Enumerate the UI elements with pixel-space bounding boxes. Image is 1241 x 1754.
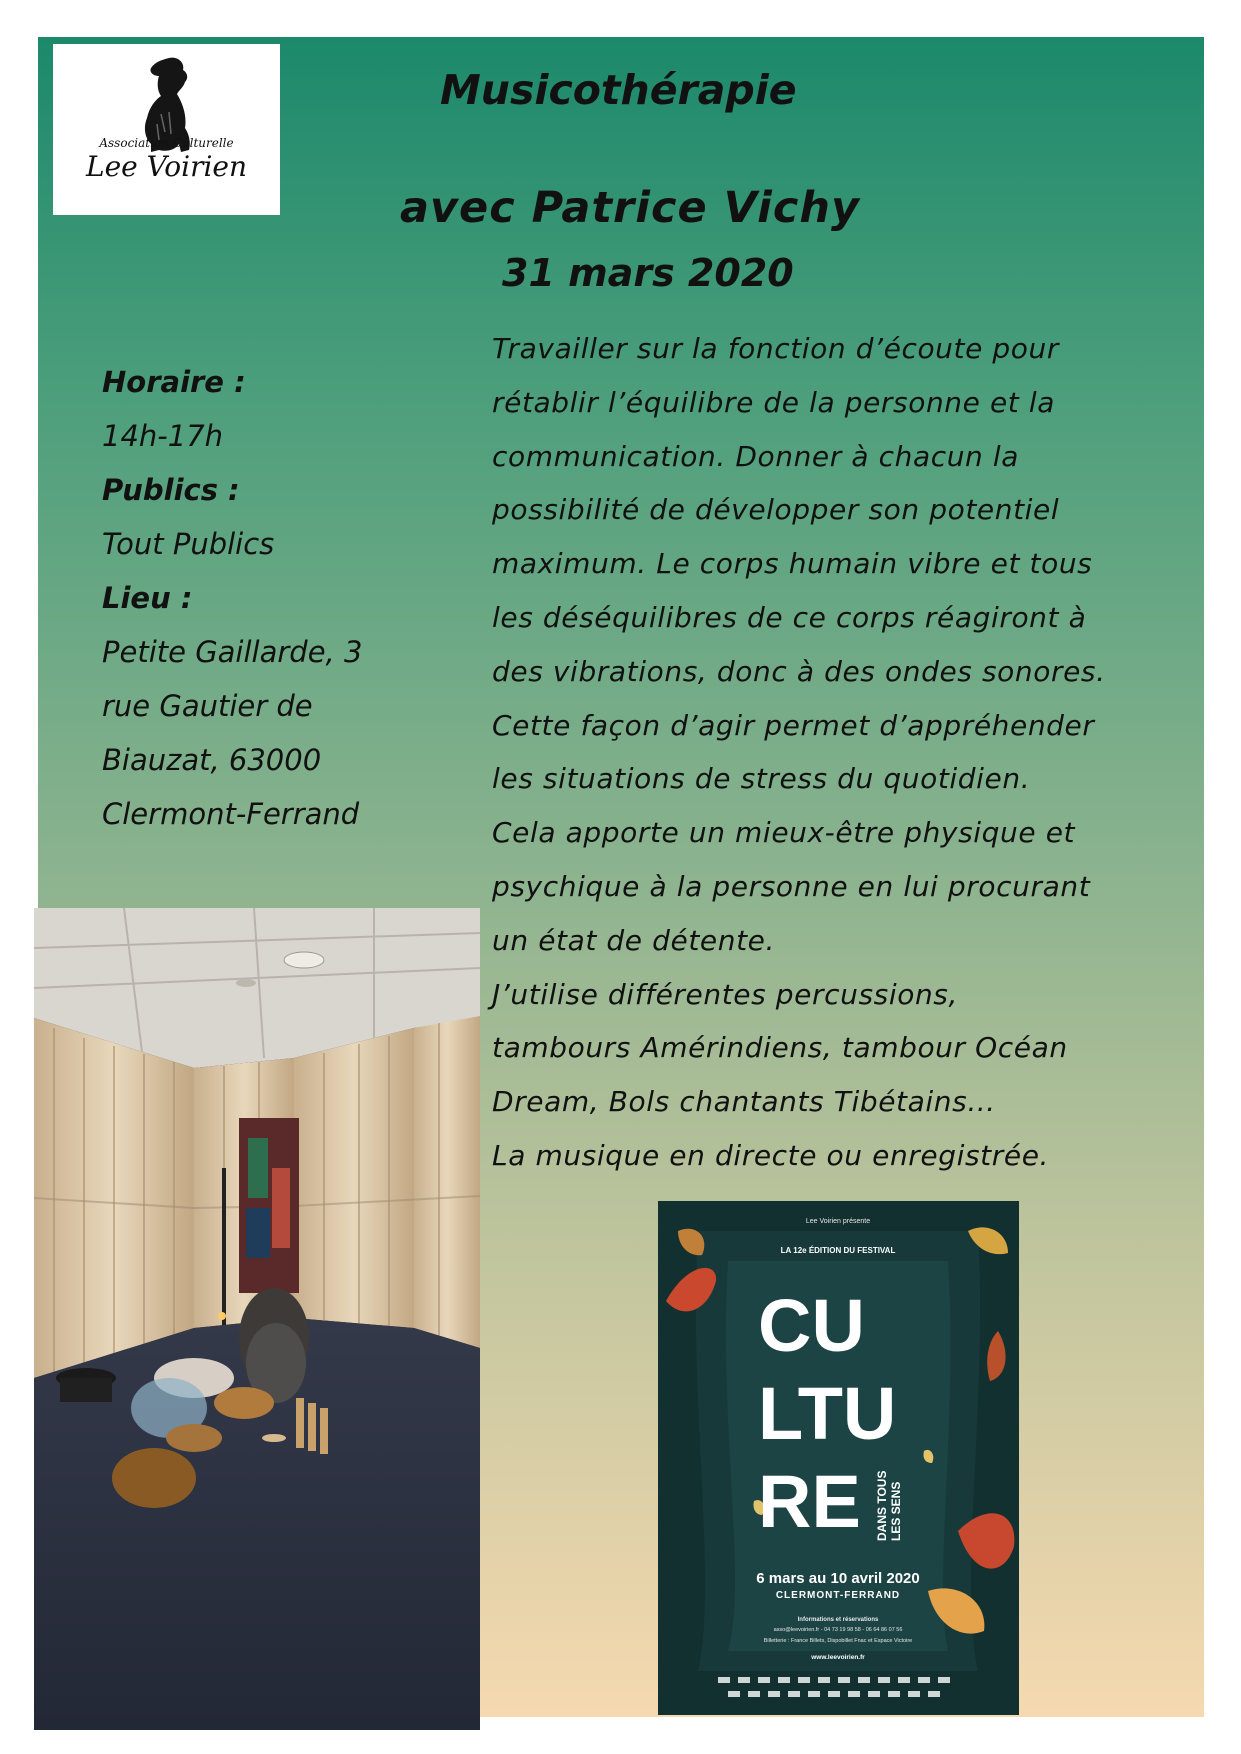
description-text — [492, 322, 1172, 1183]
description-line: J’utilise différentes percussions, — [492, 977, 958, 1011]
festival-poster — [658, 1201, 1019, 1715]
logo-association-text: Association Culturelle — [99, 136, 234, 150]
poster-contact: asso@leevoirien.fr - 04 73 19 98 58 - 06 64 86 07 56 — [773, 1627, 903, 1633]
lieu-label: Lieu : — [102, 581, 193, 615]
logo-name-text: Lee Voirien — [85, 150, 248, 183]
poster-presents: Lee Voirien présente — [805, 1218, 871, 1225]
description-line: maximum. Le corps humain vibre et tous — [492, 547, 1093, 581]
lieu-line: Clermont-Ferrand — [102, 797, 360, 831]
poster-billetterie: Billetterie : France Billets, Dispobillet Fnac et Espace Victoire — [763, 1638, 913, 1644]
event-date: 31 mars 2020 — [502, 251, 794, 295]
description-line: les déséquilibres de ce corps réagiront à — [492, 600, 1087, 634]
event-info — [102, 355, 432, 841]
page-subtitle: avec Patrice Vichy — [400, 183, 860, 233]
description-line: Cette façon d’agir permet d’appréhender — [492, 708, 1095, 742]
description-line: Travailler sur la fonction d’écoute pour — [492, 332, 1059, 365]
horaire-label: Horaire : — [102, 365, 246, 399]
description-line: psychique à la personne en lui procurant — [492, 869, 1091, 903]
publics-label: Publics : — [102, 473, 240, 507]
description-line: Cela apporte un mieux-être physique et — [492, 816, 1076, 850]
poster-word-1: CU — [758, 1284, 865, 1367]
description-line: tambours Amérindiens, tambour Océan — [492, 1031, 1068, 1065]
page-title: Musicothérapie — [440, 66, 797, 114]
description-line: communication. Donner à chacun la — [492, 439, 1020, 473]
horaire-value: 14h-17h — [102, 419, 224, 453]
poster-side-1: DANS TOUS — [875, 1470, 889, 1541]
lieu-line: Biauzat, 63000 — [102, 743, 322, 777]
description-line: La musique en directe ou enregistrée. — [492, 1138, 1050, 1172]
description-line: les situations de stress du quotidien. — [492, 762, 1031, 796]
room-photo — [34, 908, 480, 1730]
publics-value: Tout Publics — [102, 527, 275, 561]
association-logo — [53, 44, 280, 215]
poster-dates: 6 mars au 10 avril 2020 — [756, 1570, 920, 1587]
lieu-line: Petite Gaillarde, 3 — [102, 635, 363, 669]
description-line: Dream, Bols chantants Tibétains… — [492, 1085, 996, 1119]
poster-edition: LA 12e ÉDITION DU FESTIVAL — [780, 1246, 896, 1255]
poster-word-3: RE — [758, 1460, 861, 1543]
poster-info-title: Informations et réservations — [797, 1617, 879, 1623]
poster-city: CLERMONT-FERRAND — [775, 1590, 901, 1601]
lieu-line: rue Gautier de — [102, 689, 313, 723]
description-line: rétablir l’équilibre de la personne et la — [492, 385, 1056, 419]
poster-website: www.leevoirien.fr — [811, 1654, 865, 1661]
description-line: des vibrations, donc à des ondes sonores. — [492, 654, 1106, 688]
description-line: un état de détente. — [492, 923, 775, 957]
description-line: possibilité de développer son potentiel — [492, 493, 1060, 527]
poster-word-2: LTU — [758, 1372, 897, 1455]
poster-side-2: LES SENS — [889, 1481, 903, 1541]
